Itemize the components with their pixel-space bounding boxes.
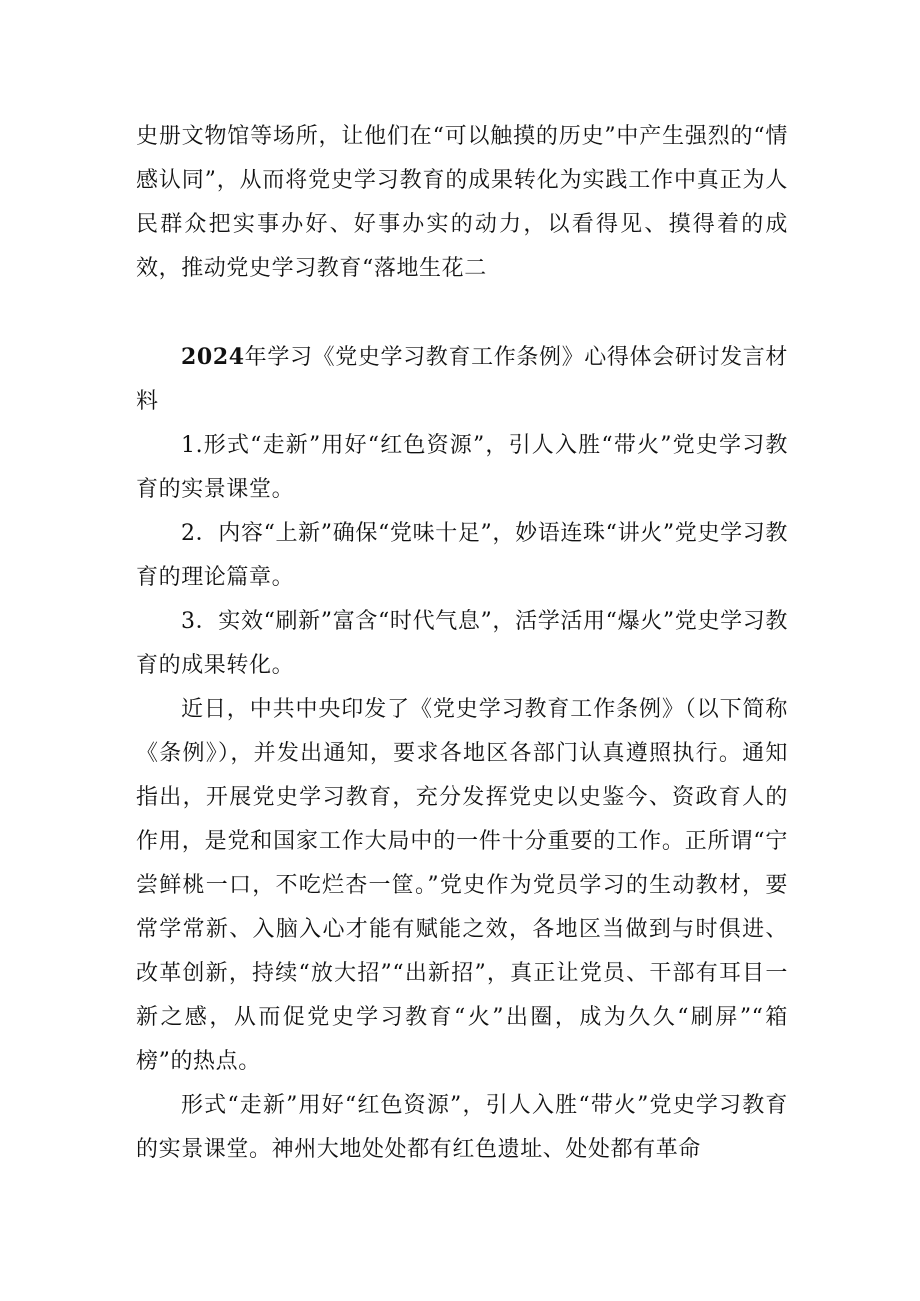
title-text: 年学习《党史学习教育工作条例》心得体会研讨发言材料 (136, 345, 788, 414)
document-title (136, 335, 788, 424)
outline-item-2: 2．内容“上新”确保“党味十足”，妙语连珠“讲火”党史学习教育的理论篇章。 (136, 521, 788, 590)
outline-item-1: 1.形式“走新”用好“红色资源”，引人入胜“带火”党史学习教育的实景课堂。 (136, 433, 788, 502)
continuation-section (136, 115, 788, 291)
continuation-paragraph: 史册文物馆等场所，让他们在“可以触摸的历史”中产生强烈的“情感认同”，从而将党史学习教育的成果转化为实践工作中真正为人民群众把实事办好、好事办实的动力，以看得见、摸得着的成效，推动党史学习教育“落地生花二 (136, 124, 788, 281)
article-section (136, 335, 788, 1172)
outline-item-3: 3．实效“刷新”富含“时代气息”，活学活用“爆火”党史学习教育的成果转化。 (136, 609, 788, 678)
title-year: 2024 (181, 344, 245, 370)
body-paragraph-form: 形式“走新”用好“红色资源”，引人入胜“带火”党史学习教育的实景课堂。神州大地处处都有红色遗址、处处都有革命 (136, 1093, 788, 1162)
body-paragraph-intro: 近日，中共中央印发了《党史学习教育工作条例》（以下简称《条例》），并发出通知，要求各地区各部门认真遵照执行。通知指出，开展党史学习教育，充分发挥党史以史鉴今、资政育人的作用，是党和国家工作大局中的一件十分重要的工作。正所谓“宁尝鲜桃一口，不吃烂杏一筐。”党史作为党员学习的生动教材，要常学常新、入脑入心才能有赋能之效，各地区当做到与时俱进、改革创新，持续“放大招”“出新招”，真正让党员、干部有耳目一新之感，从而促党史学习教育“火”出圈，成为久久“刷屏”“箱榜”的热点。 (136, 697, 788, 1074)
